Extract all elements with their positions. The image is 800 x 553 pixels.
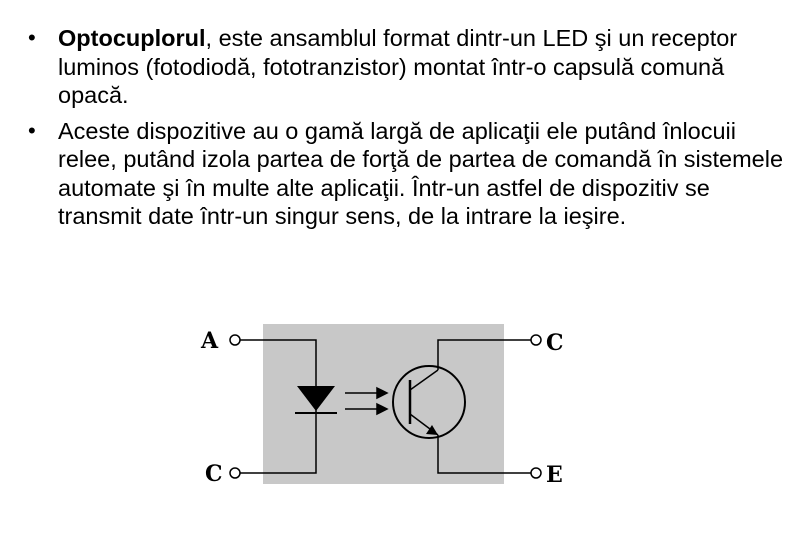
bullet-dot: • (28, 25, 36, 50)
terminal-label-c-left: C (205, 461, 223, 487)
bullet-text: , este ansamblul format dintr-un LED şi un receptor luminos (fotodiodă, fototranzistor) montat într-o capsulă comună opacă. (58, 25, 738, 108)
bullet-item-optocuplor (28, 24, 788, 110)
terminal-label-a: A (201, 328, 219, 354)
terminal-label-c-right: C (546, 330, 564, 356)
terminal-pin-e (531, 468, 541, 478)
terminal-pin-a (230, 335, 240, 345)
bullet-item-aplicatii (28, 117, 788, 231)
terminal-label-e: E (546, 462, 563, 488)
bullet-list (28, 24, 788, 238)
optocoupler-schematic (195, 318, 585, 493)
bullet-lead-term: Optocuplorul (58, 25, 206, 51)
bullet-dot: • (28, 117, 36, 143)
bullet-text: Aceste dispozitive au o gamă largă de aplicaţii ele putând înlocuii relee, putând izola partea de forţă de partea de comandă în sistemele automate şi în multe alte aplicaţii. Într-un astfel de dispozitiv se transmit date într-un singur sens, de la intrare la ieşire. (58, 117, 784, 229)
terminal-pin-c-right (531, 335, 541, 345)
terminal-pin-c-left (230, 468, 240, 478)
opaque-package (263, 324, 504, 484)
